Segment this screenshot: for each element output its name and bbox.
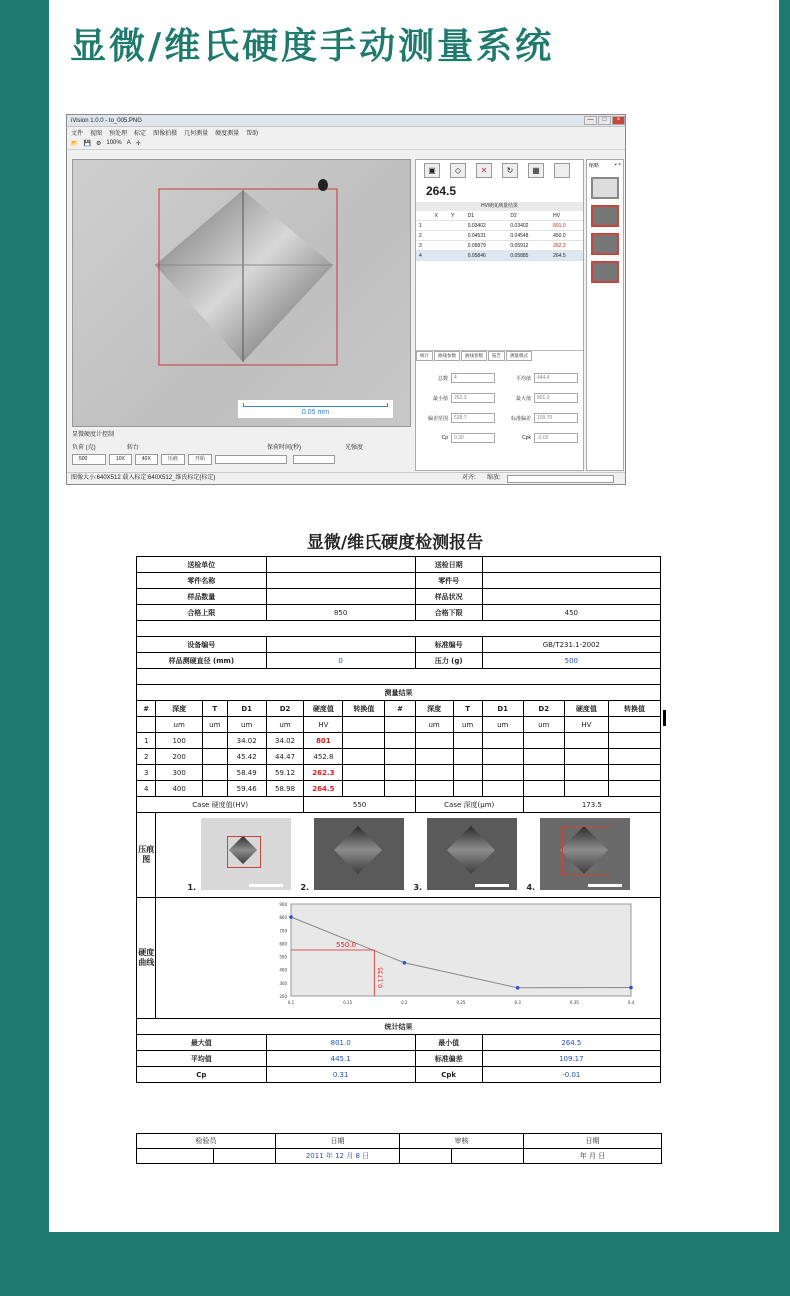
section-header: 测量结果 (137, 685, 661, 701)
field-label: 样品数量 (137, 589, 267, 605)
surface-spot (318, 179, 328, 191)
tab-curve-params-2[interactable]: 曲线参数 (461, 351, 487, 361)
x-tick-label: 0.2 (400, 1000, 408, 1005)
menu-view[interactable]: 视图 (90, 130, 103, 137)
col-header: 深度 (415, 701, 453, 717)
data-point (402, 961, 406, 965)
hardness-curve-chart (211, 898, 634, 1016)
stat-label: Cp (137, 1067, 267, 1083)
report-thumb-3: 3. (427, 818, 517, 890)
force-value-input[interactable]: 500 (72, 454, 106, 465)
close-button[interactable]: × (612, 116, 625, 125)
x-tick-label: 0.35 (569, 1000, 579, 1005)
col-header: 硬度值 (564, 701, 608, 717)
stats-panel: 总数 4 平均值 444.4 最小值 262.3 最大值 801.0 偏差范围 538.7 标准偏差 109.70 Cp 0.30 Cpk -0.02 (426, 368, 592, 448)
report-thumb-4: 4. (540, 818, 630, 890)
menu-help[interactable]: 帮助 (246, 130, 259, 137)
col-header: D2 (266, 701, 304, 717)
table-row[interactable]: 2 0.04531 0.04548 450.0 (416, 231, 583, 241)
thumbnail-column (586, 159, 624, 471)
y-tick-label: 500 (279, 954, 287, 960)
align-label: 对齐: (462, 475, 476, 481)
col-header: D2 (507, 211, 550, 221)
window-title: iVision 1.0.0 - to_005.PNG (71, 117, 142, 124)
indentation-diamond (155, 190, 333, 362)
menu-file[interactable]: 文件 (71, 130, 84, 137)
crosshair-icon[interactable]: ✛ (135, 140, 141, 147)
field-label: 送检日期 (415, 557, 482, 573)
force-label: 负荷 (克) (72, 445, 96, 451)
case-hv-annotation: 550.0 (335, 941, 356, 949)
hv-readout: 264.5 (426, 184, 457, 198)
tab-report[interactable]: 报告 (488, 351, 505, 361)
stat-value: 801.0 (266, 1035, 415, 1051)
page-title: 显微/维氏硬度手动测量系统 (70, 26, 555, 67)
save-icon[interactable]: 💾 (83, 140, 91, 147)
stat-label: Cpk (415, 1067, 482, 1083)
refresh-icon[interactable]: ↻ (502, 163, 518, 178)
data-point (289, 915, 293, 919)
x-tick-label: 0.15 (342, 1000, 352, 1005)
tab-curve-params[interactable]: 曲线参数 (434, 351, 460, 361)
case-depth-label: Case 深度(μm) (415, 797, 523, 813)
x-tick-label: 0.1 (287, 1000, 294, 1005)
signature-table (136, 1133, 662, 1164)
start-button[interactable]: 开始 (188, 454, 212, 465)
col-header: D1 (465, 211, 508, 221)
thumbnail-1[interactable] (591, 177, 619, 199)
y-tick-label: 700 (279, 928, 287, 934)
menu-bar (67, 127, 625, 137)
table-row: 2 200 45.42 44.47 452.8 (137, 749, 661, 765)
menu-calibrate[interactable]: 标定 (134, 130, 147, 137)
curve-section-label: 硬度曲线 (137, 898, 156, 1019)
software-window (66, 114, 626, 485)
window-titlebar (67, 115, 625, 127)
col-header: X (432, 211, 449, 221)
image-icon[interactable]: ▦ (528, 163, 544, 178)
objective-40x-button[interactable]: 40X (135, 454, 158, 465)
review-date: 年 月 日 (524, 1149, 662, 1164)
field-value (266, 589, 415, 605)
menu-geometry[interactable]: 几何测量 (184, 130, 209, 137)
menu-hardness[interactable]: 硬度测量 (215, 130, 240, 137)
upper-limit-value: 850 (266, 605, 415, 621)
status-text: 图像大小:640X512 载入标定:640X512_维氏标定(标定) (71, 475, 216, 481)
text-tool[interactable]: A (126, 140, 131, 146)
report-title: 显微/维氏硬度检测报告 (306, 533, 484, 553)
field-label: 标准编号 (415, 637, 482, 653)
y-tick-label: 400 (279, 967, 287, 973)
microhardness-control (72, 427, 412, 469)
tab-measure-mode[interactable]: 测量模式 (506, 351, 532, 361)
thumbnail-4[interactable] (591, 261, 619, 283)
field-label: 送检单位 (137, 557, 267, 573)
col-header: D1 (227, 701, 266, 717)
y-tick-label: 800 (279, 915, 287, 921)
diamond-icon[interactable]: ◇ (450, 163, 466, 178)
result-tabs (416, 350, 583, 361)
field-label: 样品状况 (415, 589, 482, 605)
data-point (629, 986, 633, 990)
indentation-image (73, 160, 410, 426)
case-hv-value: 550 (304, 797, 415, 813)
objective-10x-button[interactable]: 10X (109, 454, 132, 465)
stat-value: 264.5 (482, 1035, 660, 1051)
stat-label: 最大值 (137, 1035, 267, 1051)
turret-label: 转台 (127, 445, 140, 451)
light-label: 光强度 (345, 445, 364, 451)
report-table: 送检单位 送检日期 零件名称 零件号 样品数量 样品状况 合格上限 850 合格下限 450 设备编号 标准编号 GB/T231.1-2002 样品测硬直径 (mm) 0 压力 (g) 500 测量结果 # 深度 T D1 D2 硬度值 转换值 # 深度 T D1 D2 硬度值 转换值 um um um um HV um um um um HV 1 100 34.02 34.02 801 2 200 45.42 44.47 452.8 3 300 58.49 59.12 262.3 4 400 59.46 58.98 264.5 Case 硬度值(HV) 550 Case 深度(μm) 173.5 压痕图 1. 2. 3. 4. 硬度曲线 200 300 400 500 600 700 800 900 0.1 0.15 0.2 0.25 0.3 0.35 0.4 550.0 0.1735 统计结果 最大值 801.0 最小值 264.5 平均值 445.1 标准偏差 109.17 Cp 0.31 Cpk -0.01 (136, 556, 661, 1083)
col-header: 深度 (156, 701, 202, 717)
x-tick-label: 0.4 (627, 1000, 634, 1005)
table-row: 1 100 34.02 34.02 801 (137, 733, 661, 749)
field-label: 样品测硬直径 (mm) (137, 653, 267, 669)
dwell-slider[interactable] (215, 455, 287, 464)
indent-button[interactable]: 压痕 (161, 454, 185, 465)
section-header: 统计结果 (137, 1019, 661, 1035)
stat-value: 445.1 (266, 1051, 415, 1067)
field-value (482, 573, 660, 589)
scale-label: 0.05 mm (301, 409, 330, 416)
field-label: 设备编号 (137, 637, 267, 653)
col-header: 硬度值 (304, 701, 343, 717)
field-label: 合格上限 (137, 605, 267, 621)
col-header: T (202, 701, 227, 717)
pin-icon[interactable]: ▪ × (614, 162, 621, 168)
col-header: 转换值 (343, 701, 385, 717)
date-label: 日期 (276, 1134, 400, 1149)
table-row[interactable]: 1 0.03402 0.03402 801.0 (416, 221, 583, 231)
col-header: 转换值 (609, 701, 661, 717)
table-row: 4 400 59.46 58.98 264.5 (137, 781, 661, 797)
case-depth-annotation: 0.1735 (377, 967, 385, 988)
report-thumb-1: 1. (201, 818, 291, 890)
table-row[interactable]: 3 0.05879 0.05912 262.3 (416, 241, 583, 251)
case-depth-value: 173.5 (523, 797, 660, 813)
col-header: Y (448, 211, 465, 221)
blank-icon[interactable] (554, 163, 570, 178)
x-tick-label: 0.3 (514, 1000, 521, 1005)
col-header: D1 (482, 701, 523, 717)
hv-caption: HV硬度测量结果 (416, 202, 583, 211)
col-header (416, 211, 432, 221)
thumb-header-label: 缩略 (589, 163, 600, 169)
stat-label: 最小值 (415, 1035, 482, 1051)
reviewer-label: 审核 (400, 1134, 524, 1149)
minimize-button[interactable]: — (584, 116, 597, 125)
camera-icon[interactable]: ▣ (424, 163, 440, 178)
table-row: 3 300 58.49 59.12 262.3 (137, 765, 661, 781)
status-bar (67, 472, 625, 484)
spacer-row (137, 621, 661, 637)
dwell-label: 保荷时间(秒) (267, 445, 301, 451)
zoom-slider[interactable] (507, 475, 614, 483)
y-tick-label: 600 (279, 941, 287, 947)
thumbnail-3[interactable] (591, 233, 619, 255)
inspection-date: 2011 年 12 月 8 日 (276, 1149, 400, 1164)
scale-bar (238, 400, 393, 418)
indentation-thumbnails (156, 813, 660, 897)
y-tick-label: 200 (279, 994, 287, 999)
field-value (266, 573, 415, 589)
result-panel (415, 159, 584, 471)
light-slider[interactable] (293, 455, 335, 464)
menu-capture[interactable]: 图像拍摄 (153, 130, 178, 137)
y-tick-label: 300 (279, 980, 287, 986)
spacer-row (137, 669, 661, 685)
stat-label: 平均值 (137, 1051, 267, 1067)
stat-label: 标准偏差 (415, 1051, 482, 1067)
image-view[interactable] (72, 159, 411, 427)
zoom-label: 缩放: (487, 475, 501, 481)
stat-value: -0.01 (482, 1067, 660, 1083)
control-title: 显微硬度计控制 (72, 432, 115, 438)
margin-mark (663, 710, 666, 726)
col-header: HV (550, 211, 583, 221)
field-value (482, 557, 660, 573)
stat-value: 0.31 (266, 1067, 415, 1083)
inspector-label: 检验员 (137, 1134, 276, 1149)
open-icon[interactable]: 📂 (71, 140, 79, 147)
col-header: # (137, 701, 156, 717)
date-label: 日期 (524, 1134, 662, 1149)
field-label: 零件号 (415, 573, 482, 589)
force-value: 500 (482, 653, 660, 669)
maximize-button[interactable]: □ (598, 116, 611, 125)
field-label: 压力 (g) (415, 653, 482, 669)
field-value (482, 589, 660, 605)
standard-value: GB/T231.1-2002 (482, 637, 660, 653)
y-tick-label: 900 (279, 902, 287, 907)
image-section-label: 压痕图 (137, 813, 156, 898)
col-header: T (453, 701, 482, 717)
field-value (266, 637, 415, 653)
col-header: D2 (523, 701, 564, 717)
case-hv-label: Case 硬度值(HV) (137, 797, 304, 813)
toolbar (67, 137, 625, 150)
x-tick-label: 0.25 (456, 1000, 466, 1005)
data-point (516, 986, 520, 990)
table-row[interactable]: 4 0.05846 0.05885 264.5 (416, 251, 583, 261)
report-thumb-2: 2. (314, 818, 404, 890)
field-label: 零件名称 (137, 573, 267, 589)
result-table (416, 211, 583, 261)
field-label: 合格下限 (415, 605, 482, 621)
tab-stats[interactable]: 统计 (416, 351, 433, 361)
delete-icon[interactable]: ✕ (476, 163, 492, 178)
lower-limit-value: 450 (482, 605, 660, 621)
settings-icon[interactable]: ⚙ (95, 140, 102, 147)
zoom-select[interactable]: 100% (106, 140, 122, 146)
menu-preprocess[interactable]: 预处理 (109, 130, 128, 137)
stat-value: 109.17 (482, 1051, 660, 1067)
col-header: # (385, 701, 415, 717)
thumbnail-2[interactable] (591, 205, 619, 227)
field-value (266, 557, 415, 573)
diameter-value: 0 (266, 653, 415, 669)
